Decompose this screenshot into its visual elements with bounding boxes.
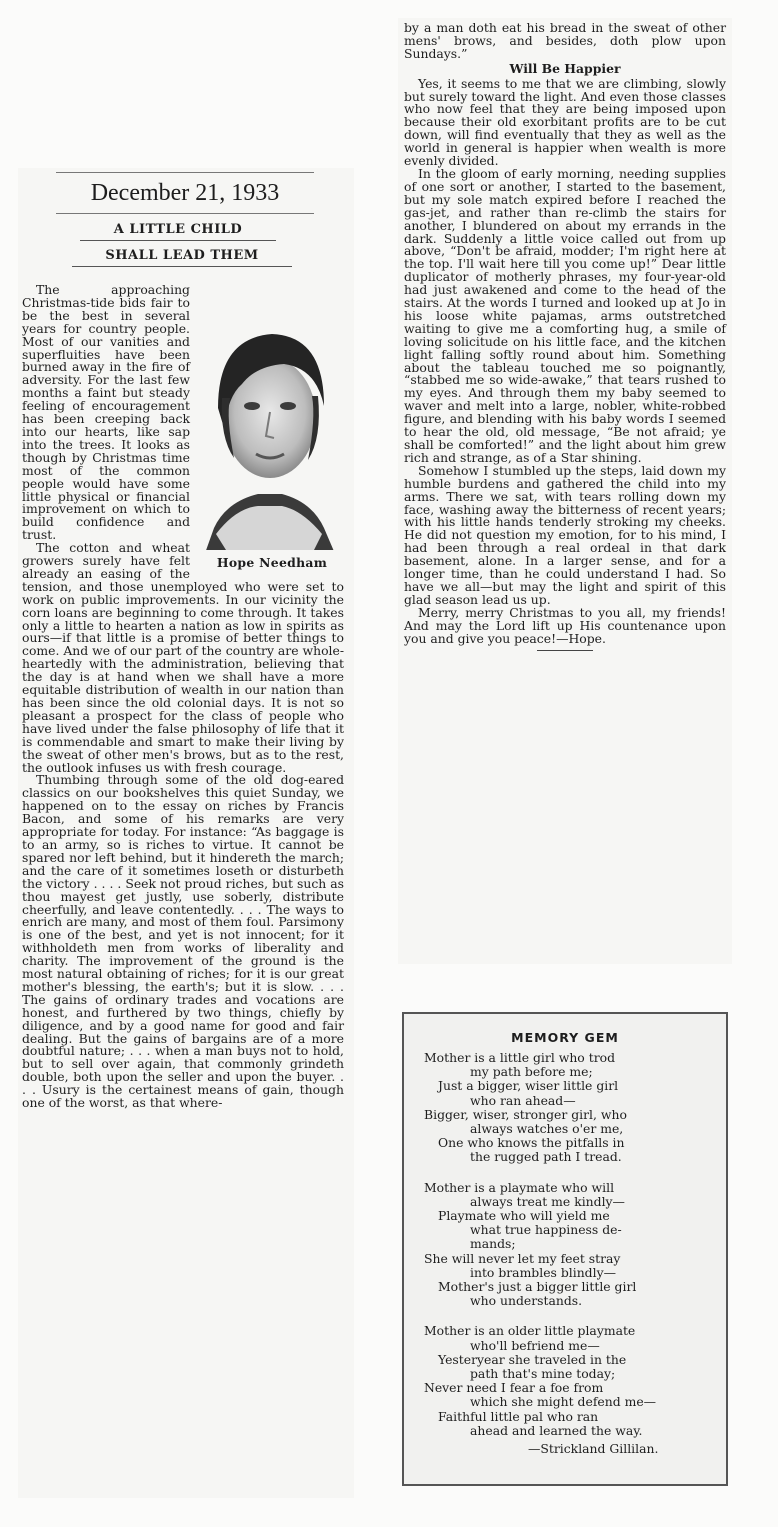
subhead-will-be-happier: Will Be Happier — [509, 60, 621, 76]
poem-line: Mother is a little girl who trod — [424, 1050, 616, 1065]
poem-line: Yesteryear she traveled in the — [438, 1351, 627, 1367]
poem-line: One who knows the pitfalls in — [438, 1135, 625, 1151]
poem-stanza — [424, 1324, 712, 1438]
poem-line: Mother's just a bigger little girl — [438, 1279, 637, 1295]
poem-attribution: —Strickland Gillilan. — [528, 1441, 659, 1457]
right-paragraph-2: In the gloom of early morning, needing supplies of one sort or another, I started to the basement, but my sole match expired before I reached the gas-jet, and rather than re-climb the stairs for another, I blundered on about my errands in the dark. Suddenly a little voice called out from up above, “Don't be afraid, modder; I'm right here at the top. I'll wait here till you come up!” Dear little duplicator of motherly phrases, my four-year-old had just awakened and come to the head of the stairs. At the words I turned and looked up at Jo in his loose white pajamas, arms outstretched waiting to give me a comforting hug, a smile of loving solicitude on his little face, and the kitchen light falling softly round about him. Something about the tableau touched me so poignantly, “stabbed me so wide-awake,” that tears rushed to my eyes. And through them my baby seemed to waver and melt into a large, nobler, white-robbed figure, and blending with his baby words I seemed to hear the old, old message, “Be not afraid; ye shall be comforted!” and the light about him grew rich and strange, as of a Star shining. — [404, 165, 726, 465]
right-paragraph-3: Somehow I stumbled up the steps, laid down my humble burdens and gathered the child into my arms. There we sat, with tears rolling down my face, washing away the bitterness of recent years; with his little hands tenderly stroking my cheeks. He did not question my emotion, for to his mind, I had been through a real ordeal in that dark basement, alone. In a larger sense, and for a longer time, than he could understand I had. So have we all—but may the light and spirit of this glad season lead us up. — [404, 462, 726, 607]
right-continuation: by a man doth eat his bread in the sweat of other mens' brows, and besides, doth plow upon Sundays.” — [404, 20, 726, 61]
poem-line: Playmate who will yield me — [438, 1208, 610, 1224]
poem-line: Mother is a playmate who will — [424, 1179, 615, 1195]
poem-line: mands; — [470, 1236, 516, 1252]
end-rule — [537, 650, 593, 651]
right-paragraph-1: Yes, it seems to me that we are climbing, slowly but surely toward the light. And even those classes who now feel that they are being imposed upon because their old exorbitant profits are to be cut down, will find eventually that they as well as the world in general is happier when wealth is more evenly divided. — [404, 75, 726, 169]
date-header: December 21, 1933 — [56, 172, 314, 214]
poem-line: my path before me; — [470, 1064, 593, 1080]
poem-line: always watches o'er me, — [470, 1121, 624, 1137]
portrait-image — [196, 288, 344, 550]
poem-line: the rugged path I tread. — [470, 1149, 622, 1165]
poem-line: what true happiness de- — [470, 1222, 622, 1238]
poem-stanza — [424, 1181, 712, 1309]
poem-line: Never need I fear a foe from — [424, 1380, 604, 1396]
right-article-column — [404, 22, 726, 651]
poem-line: Just a bigger, wiser little girl — [438, 1078, 619, 1094]
poem-line: Mother is an older little playmate — [424, 1323, 636, 1339]
headline-line-2: SHALL LEAD THEM — [72, 248, 292, 267]
right-paragraph-4: Merry, merry Christmas to you all, my friends! And may the Lord lift up His countenance upon you and give you peace!—Hope. — [404, 604, 726, 646]
memory-gem-box — [402, 1012, 728, 1486]
poem-stanzas — [404, 1051, 726, 1438]
left-paragraph-3: Thumbing through some of the old dog-eared classics on our bookshelves this quiet Sunday, we happened on to the essay on riches by Francis Bacon, and some of his remarks are very appropriate for today. For instance: “As baggage is to an army, so is riches to virtue. It cannot be spared nor left behind, but it hindereth the march; and the care of it sometimes loseth or disturbeth the victory . . . . Seek not proud riches, but such as thou mayest get justly, use soberly, distribute cheerfully, and leave contentedly. . . . The ways to enrich are many, and most of them foul. Parsimony is one of the best, and yet is not innocent; for it withholdeth men from works of liberality and charity. The improvement of the ground is the most natural obtaining of riches; for it is our great mother's blessing, the earth's; but it is slow. . . . The gains of ordinary trades and vocations are honest, and furthered by two things, chiefly by diligence, and by a good name for good and fair dealing. But the gains of bargains are of a more doubtful nature; . . . when a man buys not to hold, but to sell over again, that commonly grindeth double, both upon the seller and upon the buyer. . . . Usury is the certainest means of gain, though one of the worst, as that where- — [22, 772, 344, 1111]
poem-line: She will never let my feet stray — [424, 1250, 621, 1266]
poem-attribution-wrap — [424, 1442, 712, 1456]
left-paragraph-1: The approaching Christmas-tide bids fair to be the best in several years for country people. Most of our vanities and superfluities have been burned away in the fire of adversity. For the last few months a faint but steady feeling of encouragement has been creeping back into our hearts, like sap into the trees. It looks as though by Christmas time most of the common people would have some little physical or financial improvement on which to build confidence and trust. — [22, 282, 190, 543]
poem-line: who understands. — [470, 1293, 583, 1309]
left-paragraph-2: The cotton and wheat growers surely have felt already an easing of the tension, and those unemployed who were set to work on public improvements. In our vicinity the corn loans are beginning to come through. It takes only a little to hearten a nation as low in spirits as ours—if that little is a promise of better things to come. And we of our part of the country are whole-heartedly with the administration, believing that the day is at hand when we shall have a more equitable distribution of wealth in our nation than has been since the old colonial days. It is not so pleasant a prospect for the class of people who have lived under the false philosophy of life that it is commendable and smart to make their living by the sweat of other men's brows, but as to the rest, the outlook infuses us with fresh courage. — [22, 540, 345, 775]
headline-line-1: A LITTLE CHILD — [80, 222, 276, 241]
portrait-photo — [196, 288, 344, 570]
poem-line: which she might defend me— — [470, 1394, 657, 1410]
poem-stanza — [424, 1051, 712, 1165]
portrait-caption: Hope Needham — [216, 555, 328, 571]
poem-line: Faithful little pal who ran — [438, 1408, 599, 1424]
memory-gem-title: MEMORY GEM — [511, 1030, 619, 1045]
left-article-column — [22, 284, 344, 1110]
poem-line: who'll befriend me— — [470, 1337, 600, 1353]
poem-line: ahead and learned the way. — [470, 1422, 643, 1438]
poem-line: Bigger, wiser, stronger girl, who — [424, 1106, 627, 1122]
poem-line: who ran ahead— — [470, 1092, 576, 1108]
poem-line: into brambles blindly— — [470, 1264, 616, 1280]
poem-line: always treat me kindly— — [470, 1193, 625, 1209]
poem-line: path that's mine today; — [470, 1366, 616, 1382]
